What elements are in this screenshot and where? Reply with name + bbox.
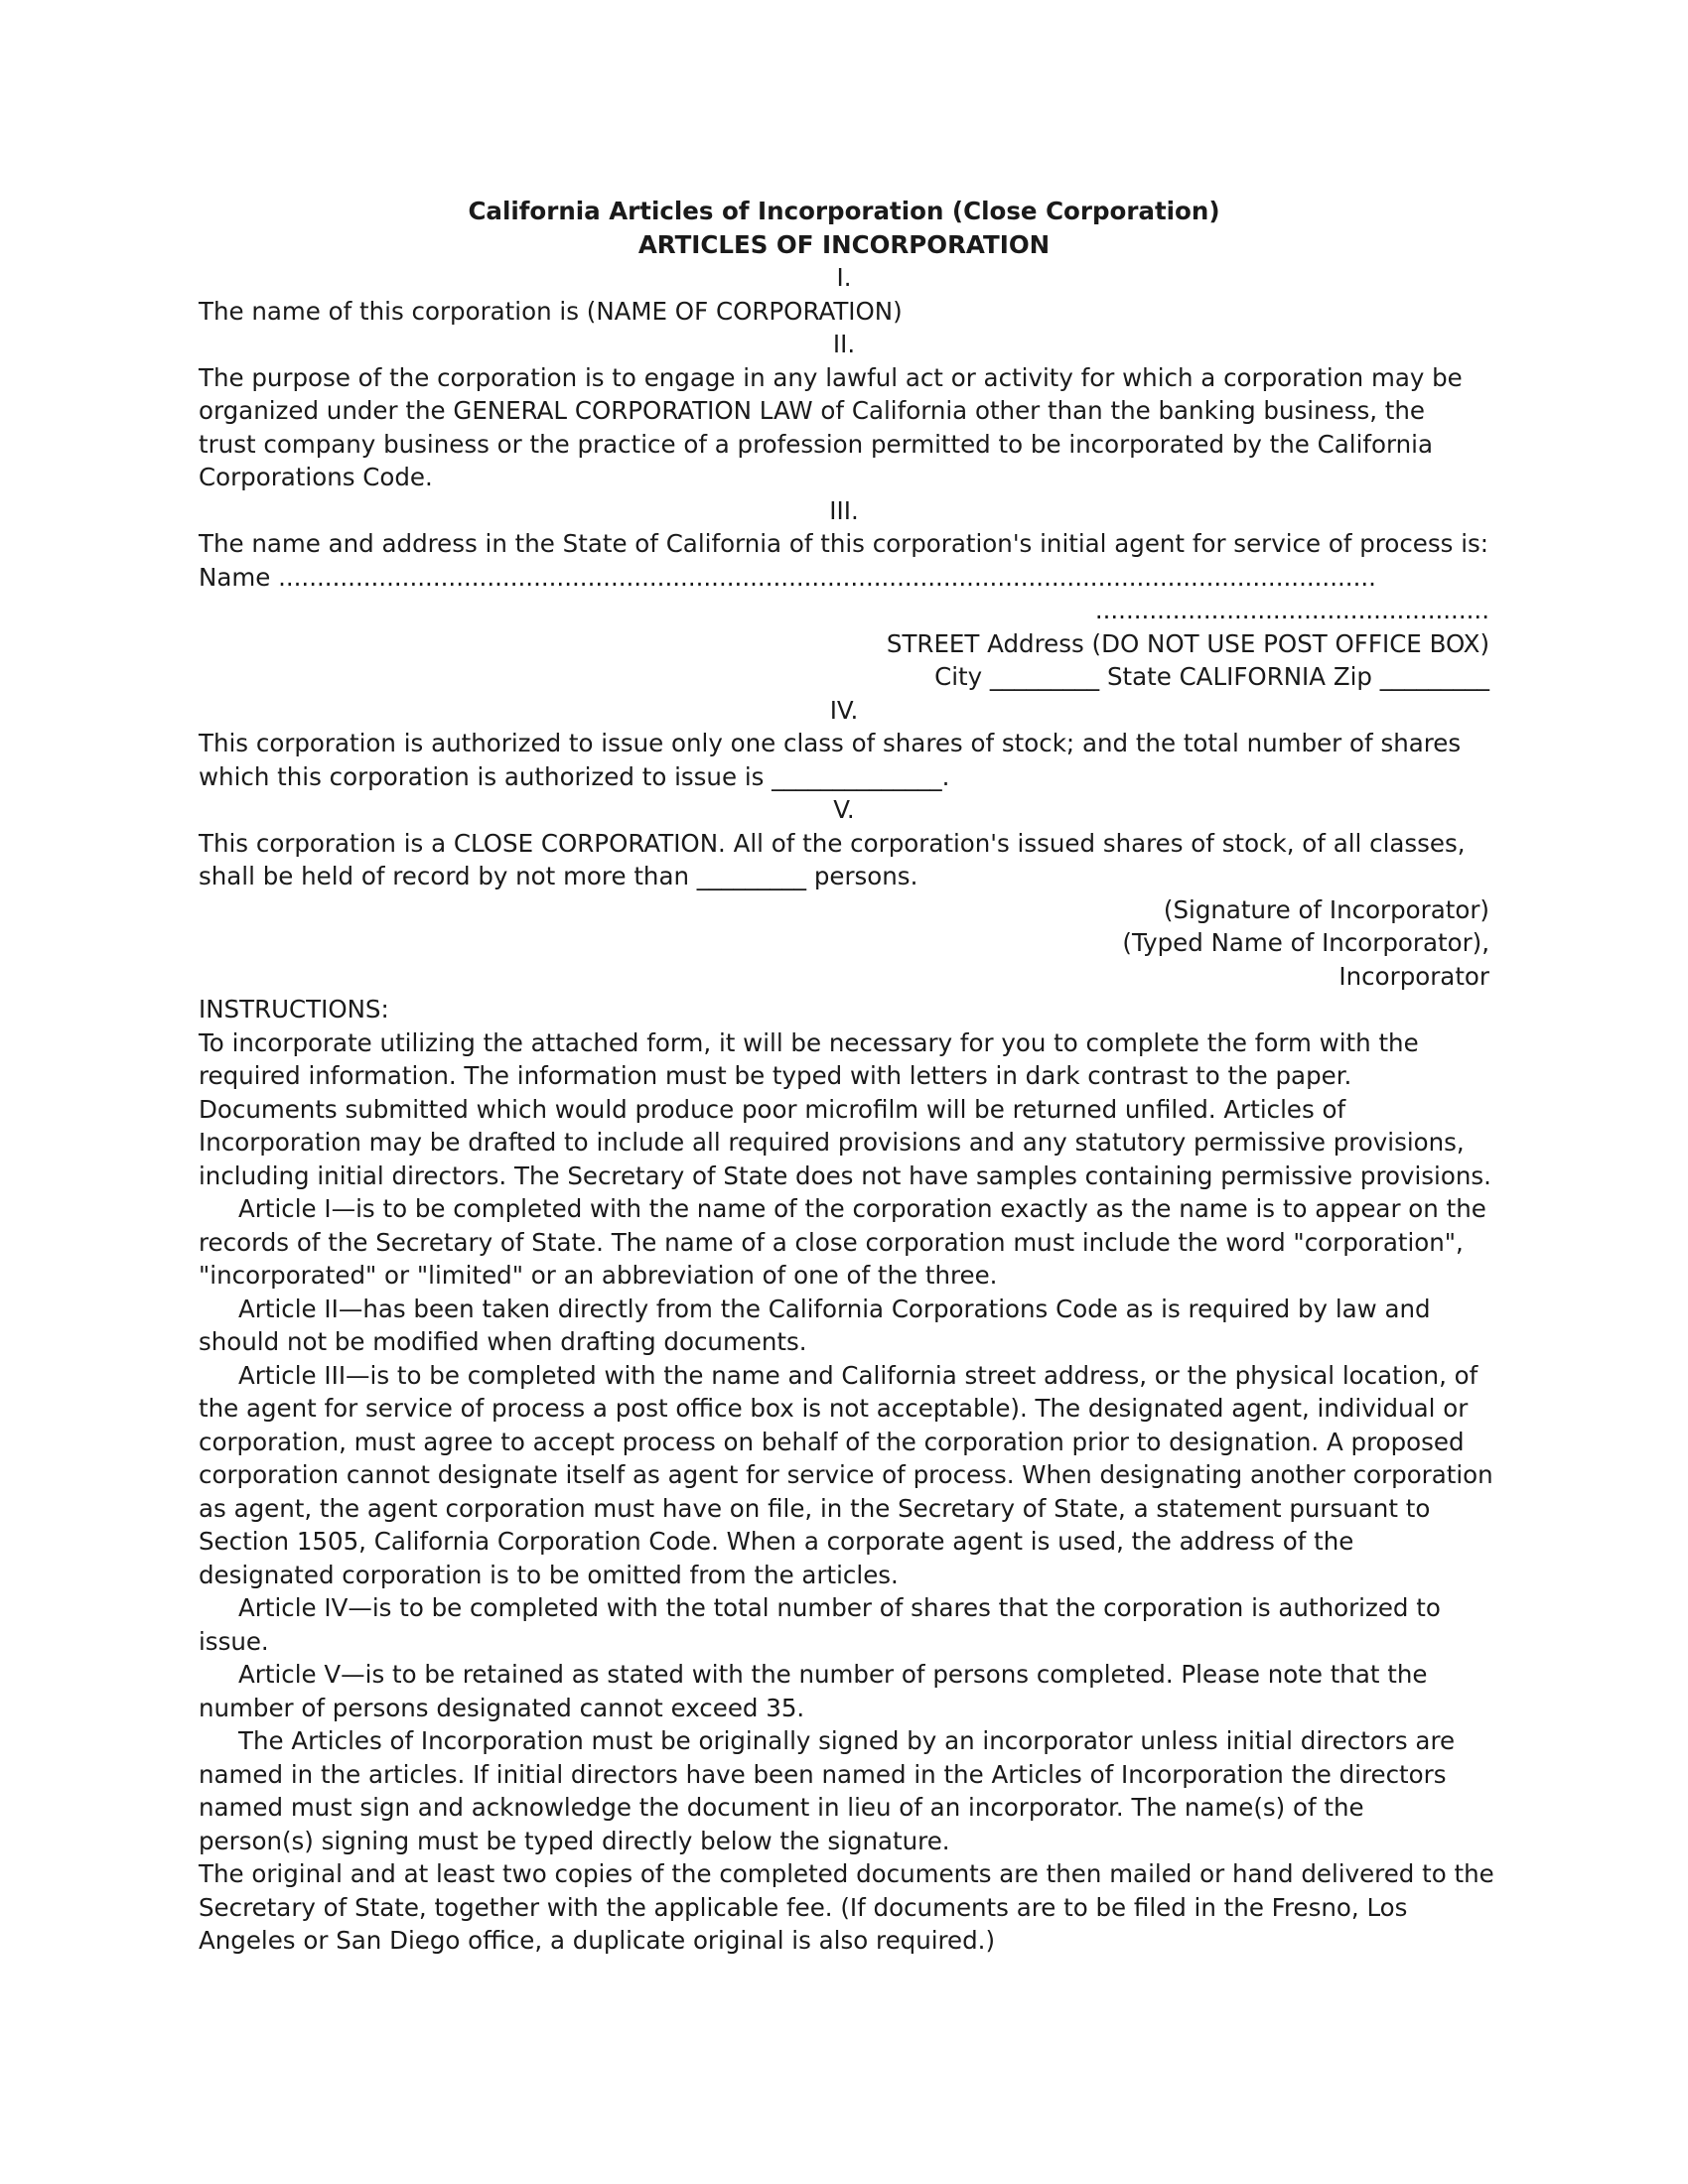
text-line: Incorporation may be drafted to include all required provisions and any statutory permissive provisions, [199,1128,1465,1157]
article-five-body [199,827,1489,893]
text-line: which this corporation is authorized to issue is ______________. [199,761,950,791]
text-line: Article IV—is to be completed with the total number of shares that the corporation is authorized to [238,1593,1441,1622]
text-line: corporation, must agree to accept process on behalf of the corporation prior to designation. A proposed [199,1427,1465,1456]
article-two-numeral: II. [832,330,856,358]
article-two-body [199,361,1489,494]
document-page [199,195,1494,1958]
text-line: corporation cannot designate itself as agent for service of process. When designating another corporation [199,1460,1493,1489]
agent-street-dots: ................................................... [1094,596,1489,624]
document-subtitle: ARTICLES OF INCORPORATION [637,229,1051,259]
signature-block [199,893,1489,994]
instructions-intro [199,1026,1489,1193]
text-line: number of persons designated cannot exceed 35. [199,1693,805,1722]
instructions-article-five [199,1658,1489,1724]
text-line: named must sign and acknowledge the document in lieu of an incorporator. The name(s) of the [199,1793,1364,1822]
article-four-numeral: IV. [829,695,859,725]
text-line: including initial directors. The Secretary of State does not have samples containing permissive provisions. [199,1160,1491,1190]
text-line: trust company business or the practice of a profession permitted to be incorporated by the California [199,429,1434,459]
text-line: as agent, the agent corporation must have on file, in the Secretary of State, a statement pursuant to [199,1493,1431,1523]
text-line: Article II—has been taken directly from the California Corporations Code as is required by law and [238,1294,1431,1323]
text-line: Section 1505, California Corporation Code. When a corporate agent is used, the address of the [199,1527,1354,1556]
text-line: Article III—is to be completed with the name and California street address, or the physical location, of [238,1360,1478,1390]
article-four-body [199,727,1489,793]
incorporator-role: Incorporator [1338,961,1489,991]
text-line: Article V—is to be retained as stated with the number of persons completed. Please note that the [238,1660,1428,1689]
text-line: To incorporate utilizing the attached form, it will be necessary for you to complete the form with the [199,1027,1419,1057]
text-line: issue. [199,1626,269,1656]
typed-name-line: (Typed Name of Incorporator), [1122,928,1489,957]
document-title: California Articles of Incorporation (Close Corporation) [468,197,1220,225]
instructions-heading: INSTRUCTIONS: [199,995,389,1024]
instructions-article-four [199,1591,1489,1658]
text-line: should not be modified when drafting documents. [199,1327,807,1356]
agent-name-line: Name .............................................................................................................................................. [199,562,1376,592]
article-one-text: The name of this corporation is (NAME OF CORPORATION) [199,296,903,326]
text-line: The Articles of Incorporation must be originally signed by an incorporator unless initial directors are [238,1726,1456,1755]
text-line: Article I—is to be completed with the name of the corporation exactly as the name is to appear on the [238,1194,1486,1223]
text-line: The original and at least two copies of the completed documents are then mailed or hand delivered to the [199,1859,1494,1888]
text-line: Corporations Code. [199,463,433,491]
article-five-numeral: V. [833,795,855,824]
instructions-signing [199,1724,1489,1857]
text-line: Angeles or San Diego office, a duplicate original is also required.) [199,1926,996,1955]
article-three-intro: The name and address in the State of California of this corporation's initial agent for service of process is: [199,529,1489,558]
text-line: This corporation is a CLOSE CORPORATION. All of the corporation's issued shares of stock, of all classes, [199,828,1466,858]
instructions-article-three [199,1359,1493,1592]
text-line: This corporation is authorized to issue only one class of shares of stock; and the total number of shares [199,729,1462,757]
text-line: shall be held of record by not more than _________ persons. [199,862,918,890]
text-line: person(s) signing must be typed directly below the signature. [199,1826,950,1855]
text-line: organized under the GENERAL CORPORATION LAW of California other than the banking business, the [199,396,1426,425]
instructions-filing [199,1857,1494,1958]
instructions-article-two [199,1293,1489,1359]
article-three-numeral: III. [829,495,859,525]
text-line: required information. The information must be typed with letters in dark contrast to the paper. [199,1061,1352,1090]
agent-city-line: City _________ State CALIFORNIA Zip _________ [934,662,1489,691]
text-line: The purpose of the corporation is to engage in any lawful act or activity for which a corporation may be [199,362,1463,392]
text-line: Documents submitted which would produce poor microfilm will be returned unfiled. Articles of [199,1094,1346,1124]
text-line: named in the articles. If initial directors have been named in the Articles of Incorporation the directors [199,1759,1447,1789]
agent-street-label: STREET Address (DO NOT USE POST OFFICE BOX) [886,628,1489,658]
text-line: Secretary of State, together with the applicable fee. (If documents are to be filed in the Fresno, Los [199,1892,1408,1922]
article-one-numeral: I. [836,263,852,292]
signature-line: (Signature of Incorporator) [1163,894,1489,924]
text-line: designated corporation is to be omitted from the articles. [199,1560,899,1589]
text-line: "incorporated" or "limited" or an abbreviation of one of the three. [199,1261,998,1290]
text-line: the agent for service of process a post office box is not acceptable). The designated agent, individual or [199,1394,1469,1423]
text-line: records of the Secretary of State. The name of a close corporation must include the word "corporation", [199,1227,1464,1257]
instructions-article-one [199,1192,1489,1293]
